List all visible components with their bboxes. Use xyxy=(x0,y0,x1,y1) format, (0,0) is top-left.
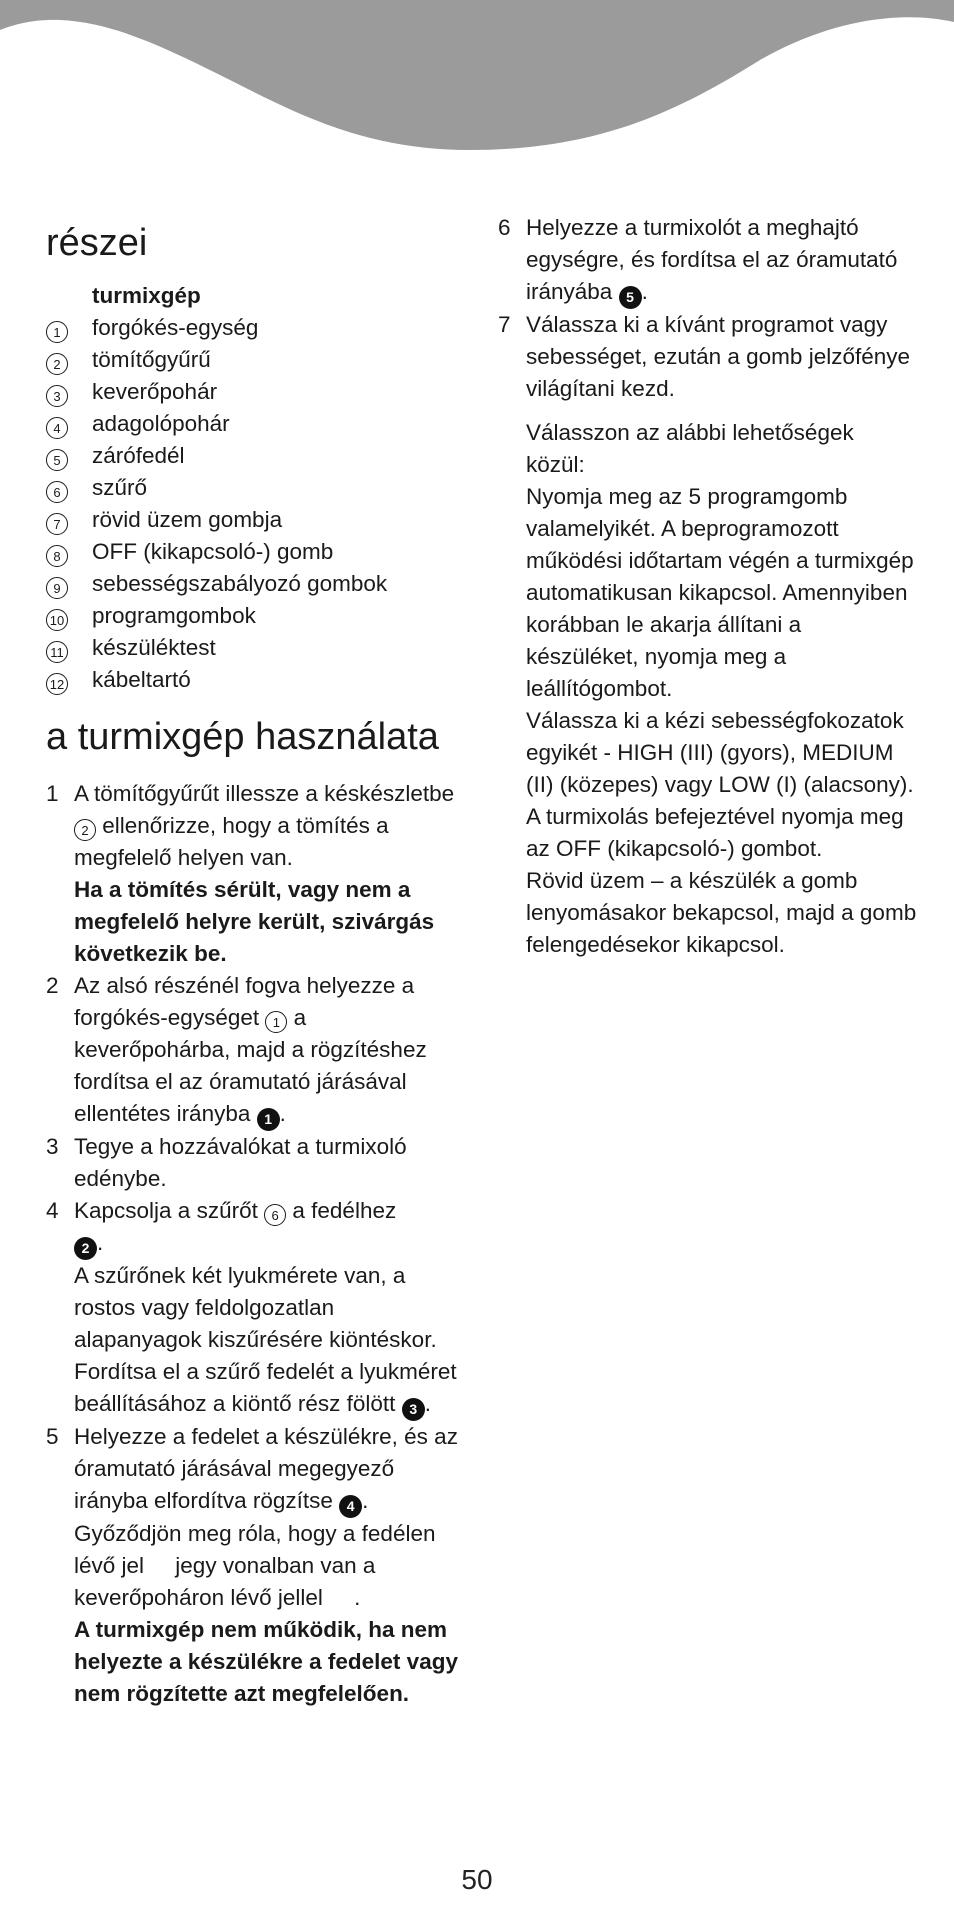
parts-list-item xyxy=(46,312,466,344)
part-label: kábeltartó xyxy=(92,667,191,692)
header-wave-decoration xyxy=(0,0,954,160)
step-number: 1 xyxy=(46,781,59,806)
figure-ref-icon: 3 xyxy=(402,1398,425,1421)
part-number-icon: 5 xyxy=(46,449,68,471)
parts-list-item xyxy=(46,504,466,536)
part-number-icon: 1 xyxy=(46,321,68,343)
step-number: 5 xyxy=(46,1424,59,1449)
part-number-icon: 4 xyxy=(46,417,68,439)
step-number: 7 xyxy=(498,312,511,337)
step-number: 2 xyxy=(46,973,59,998)
parts-list-item xyxy=(46,568,466,600)
page-number: 50 xyxy=(461,1864,493,1895)
step-number: 6 xyxy=(498,215,511,240)
part-label: készüléktest xyxy=(92,635,216,660)
warning-text: Ha a tömítés sérült, vagy nem a megfelelő helyre került, szivárgás következik be. xyxy=(74,877,435,966)
part-number-icon: 12 xyxy=(46,673,68,695)
figure-ref-icon: 5 xyxy=(619,286,642,309)
warning-text: A turmixgép nem működik, ha nem helyezte a készülékre a fedelet vagy nem rögzítette azt megfelelően. xyxy=(74,1617,458,1706)
parts-list-title: turmixgép xyxy=(92,283,201,308)
parts-list-item xyxy=(46,440,466,472)
part-label: zárófedél xyxy=(92,443,185,468)
figure-ref-icon: 4 xyxy=(339,1495,362,1518)
step-1: 1 A tömítőgyűrűt illessze a késkészletbe 2 ellenőrizze, hogy a tömítés a megfelelő helyen van. Ha a tömítés sérült, vagy nem a megfelelő helyre került, szivárgás következik be. xyxy=(46,778,466,970)
part-ref-icon: 2 xyxy=(74,819,96,841)
parts-list-item xyxy=(46,536,466,568)
part-number-icon: 2 xyxy=(46,353,68,375)
parts-list-item xyxy=(46,664,466,696)
part-ref-icon: 6 xyxy=(264,1204,286,1226)
left-column xyxy=(46,212,466,1710)
part-label: adagolópohár xyxy=(92,411,230,436)
figure-ref-icon: 2 xyxy=(74,1237,97,1260)
parts-heading: részei xyxy=(46,222,148,264)
part-ref-icon: 1 xyxy=(265,1011,287,1033)
part-number-icon: 3 xyxy=(46,385,68,407)
step-5: 5 Helyezze a fedelet a készülékre, és az óramutató járásával megegyező irányba elfordítva rögzítse 4 . Győződjön meg róla, hogy a fedélen lévő jel jegy vonalban van a keverőpoháron lévő jellel . A turmixgép nem működik, ha nem helyezte a készülékre a fedelet vagy nem rögzítette azt megfelelően. xyxy=(46,1421,466,1710)
usage-heading: a turmixgép használata xyxy=(46,716,439,758)
parts-list-item xyxy=(46,344,466,376)
part-number-icon: 6 xyxy=(46,481,68,503)
step-3: 3 Tegye a hozzávalókat a turmixoló edénybe. xyxy=(46,1131,466,1195)
part-label: programgombok xyxy=(92,603,256,628)
parts-list-item xyxy=(46,632,466,664)
part-number-icon: 9 xyxy=(46,577,68,599)
parts-list-item xyxy=(46,600,466,632)
step-6: 6 Helyezze a turmixolót a meghajtó egységre, és fordítsa el az óramutató irányába 5 . xyxy=(498,212,918,309)
part-label: rövid üzem gombja xyxy=(92,507,283,532)
part-label: sebességszabályozó gombok xyxy=(92,571,388,596)
step-4: 4 Kapcsolja a szűrőt 6 a fedélhez 2 . A szűrőnek két lyukmérete van, a rostos vagy feldolgozatlan alapanyagok kiszűrésére kiöntéskor. Fordítsa el a szűrő fedelét a lyukméret beállításához a kiöntő rész fölött 3 . xyxy=(46,1195,466,1421)
parts-list-item xyxy=(46,408,466,440)
part-number-icon: 7 xyxy=(46,513,68,535)
part-label: szűrő xyxy=(92,475,148,500)
part-number-icon: 11 xyxy=(46,641,68,663)
step-2: 2 Az alsó részénél fogva helyezze a forgókés-egységet 1 a keverőpohárba, majd a rögzítéshez fordítsa el az óramutató járásával ellentétes irányba 1 . xyxy=(46,970,466,1131)
step-7: 7 Válassza ki a kívánt programot vagy sebességet, ezután a gomb jelzőfénye világítani kezd. Válasszon az alábbi lehetőségek közül: Nyomja meg az 5 programgomb valamelyikét. A beprogramozott működési időtartam végén a turmixgép automatikusan kikapcsol. Amennyiben korábban le akarja állítani a készüléket, nyomja meg a leállítógombot. Válassza ki a kézi sebességfokozatok egyikét - HIGH (III) (gyors), MEDIUM (II) (közepes) vagy LOW (I) (alacsony). A turmixolás befejeztével nyomja meg az OFF (kikapcsoló-) gombot. Rövid üzem – a készülék a gomb lenyomásakor bekapcsol, majd a gomb felengedésekor kikapcsol. xyxy=(498,309,918,961)
part-number-icon: 8 xyxy=(46,545,68,567)
figure-ref-icon: 1 xyxy=(257,1108,280,1131)
right-column xyxy=(498,212,918,961)
parts-list xyxy=(46,312,466,696)
part-label: keverőpohár xyxy=(92,379,218,404)
part-number-icon: 10 xyxy=(46,609,68,631)
parts-list-item xyxy=(46,376,466,408)
parts-list-item xyxy=(46,472,466,504)
part-label: forgókés-egység xyxy=(92,315,259,340)
step-number: 3 xyxy=(46,1134,59,1159)
part-label: OFF (kikapcsoló-) gomb xyxy=(92,539,334,564)
part-label: tömítőgyűrű xyxy=(92,347,211,372)
step-number: 4 xyxy=(46,1198,59,1223)
